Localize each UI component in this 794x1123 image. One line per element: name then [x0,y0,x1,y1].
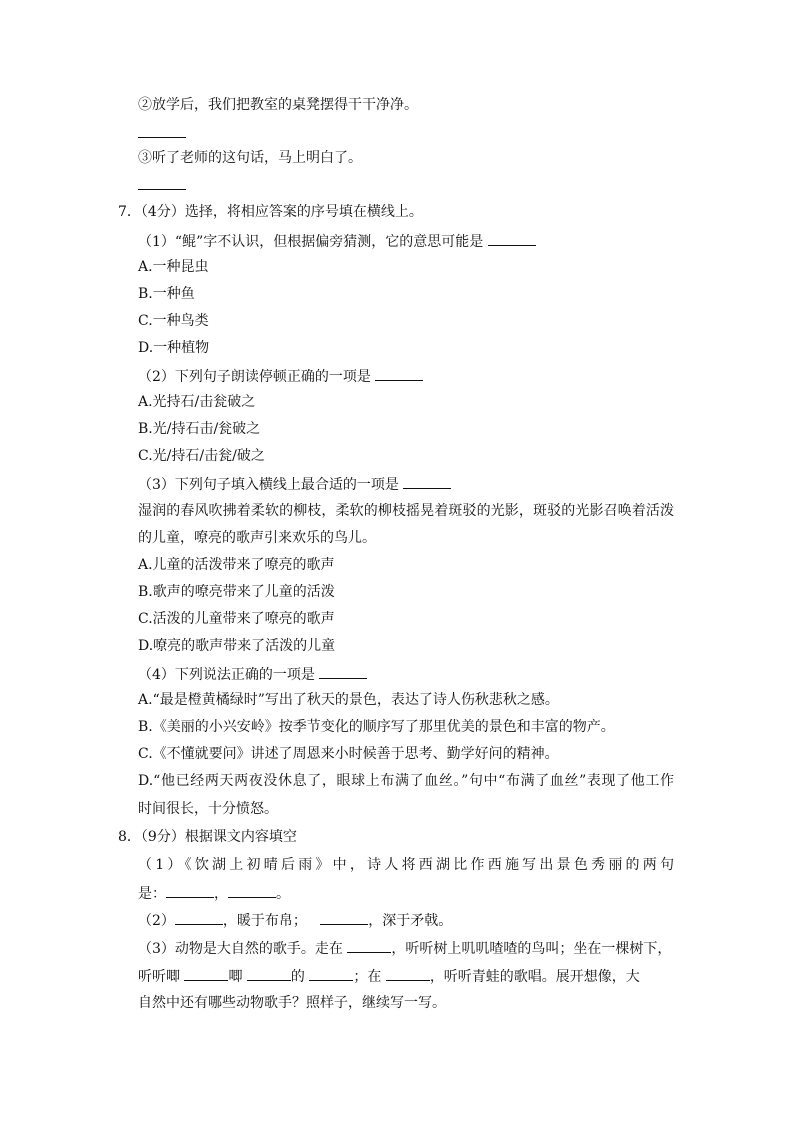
q7-part2-option-c: C.光/持石/击瓮/破之 [138,448,265,464]
q7-part3-passage-line2: 的儿童，嘹亮的歌声引来欢乐的鸟儿。 [138,530,376,546]
q8-part1-line1: （1）《饮湖上初晴后雨》中，诗人将西湖比作西施写出景色秀丽的两句 [138,857,674,873]
q8-part1-blank-2[interactable] [228,883,276,898]
q8-part1-comma: ， [214,886,228,902]
q7-part1-option-b: B.一种鱼 [138,286,195,302]
q7-part4-stem [138,664,367,684]
q8-part3-blank-3[interactable] [247,966,291,981]
q8-part1-blank-1[interactable] [166,883,214,898]
q7-part2-answer-blank[interactable] [375,366,423,381]
q8-part3-blank-5[interactable] [386,966,430,981]
q8-part3-line3: 自然中还有哪些动物歌手？照样子，继续写一写。 [138,995,446,1011]
q8-part3-blank-4[interactable] [309,966,353,981]
q7-part2-stem [138,366,423,386]
q7-part1-stem [138,231,536,251]
q6-item-3-answer-line[interactable] [138,189,186,190]
q7-stem: 7．（4分）选择，将相应答案的序号填在横线上。 [118,204,423,220]
q8-part3-line2-e: ，听听青蛙的歌唱。展开想像，大 [429,969,640,985]
q7-part2-stem-text: （2）下列句子朗读停顿正确的一项是 [138,369,371,385]
q7-part3-stem [138,474,451,494]
q7-part4-option-b: B.《美丽的小兴安岭》按季节变化的顺序写了那里优美的景色和丰富的物产。 [138,719,615,735]
q8-part1-line2 [138,883,290,903]
q8-part3-line1-post: ，听听树上叽叽喳喳的鸟叫；坐在一棵树下， [391,941,672,957]
q7-part1-option-d: D.一种植物 [138,340,210,356]
q7-part1-stem-text: （1）“鲲”字不认识，但根据偏旁猜测，它的意思可能是 [138,234,484,250]
q8-part2-blank-2[interactable] [320,910,368,925]
q7-part1-option-c: C.一种鸟类 [138,313,209,329]
q6-item-2-answer-line[interactable] [138,137,186,138]
q6-item-2: ②放学后，我们把教室的桌凳摆得干干净净。 [138,97,418,113]
q8-part2-middle: ，暖于布帛； [222,913,307,929]
q7-part3-option-b: B.歌声的嘹亮带来了儿童的活泼 [138,584,335,600]
q8-part3-blank-2[interactable] [184,966,228,981]
q7-part3-stem-text: （3）下列句子填入横线上最合适的一项是 [138,477,399,493]
q8-part3-line2-b: 唧 [228,969,243,985]
q8-part3-line2 [138,966,640,986]
q7-part4-option-d-line2: 时间很长，十分愤怒。 [138,801,278,817]
q8-part3-line2-a: 听听唧 [138,969,180,985]
q7-part4-stem-text: （4）下列说法正确的一项是 [138,667,315,683]
q7-part3-answer-blank[interactable] [403,474,451,489]
q7-part4-answer-blank[interactable] [319,664,367,679]
q8-part1-prefix: 是： [138,886,166,902]
q7-part4-option-c: C.《不懂就要问》讲述了周恩来小时候善于思考、勤学好问的精神。 [138,746,559,762]
q8-part3-blank-1[interactable] [347,938,391,953]
q7-part2-option-b: B.光/持石击/瓮破之 [138,421,261,437]
q8-part3-line1-pre: （3）动物是大自然的歌手。走在 [138,941,343,957]
q8-part2-end: ，深于矛戟。 [368,913,453,929]
q8-part2-line [138,910,452,930]
q7-part4-option-d-line1: D.“他已经两天两夜没休息了，眼球上布满了血丝。”句中“布满了血丝”表现了他工作 [138,773,674,789]
q8-part1-end: 。 [276,886,290,902]
q7-part3-option-d: D.嘹亮的歌声带来了活泼的儿童 [138,638,336,654]
q7-part2-option-a: A.光持石/击瓮破之 [138,394,256,410]
q8-part3-line2-c: 的 [290,969,305,985]
q8-part3-line2-d: ；在 [353,969,382,985]
q8-stem: 8．（9分）根据课文内容填空 [118,829,297,845]
q7-part3-option-c: C.活泼的儿童带来了嘹亮的歌声 [138,611,335,627]
q7-part3-passage-line1: 湿润的春风吹拂着柔软的柳枝，柔软的柳枝摇晃着斑驳的光影，斑驳的光影召唤着活泼 [138,503,674,519]
q7-part1-option-a: A.一种昆虫 [138,259,209,275]
q8-part3-line1 [138,938,671,958]
q7-part3-option-a: A.儿童的活泼带来了嘹亮的歌声 [138,557,335,573]
q8-part2-blank-1[interactable] [175,910,223,925]
q6-item-3: ③听了老师的这句话，马上明白了。 [138,150,362,166]
q7-part1-answer-blank[interactable] [488,231,536,246]
q7-part4-option-a: A.“最是橙黄橘绿时”写出了秋天的景色，表达了诗人伤秋悲秋之感。 [138,692,559,708]
q8-part2-prefix: （2） [138,913,175,929]
